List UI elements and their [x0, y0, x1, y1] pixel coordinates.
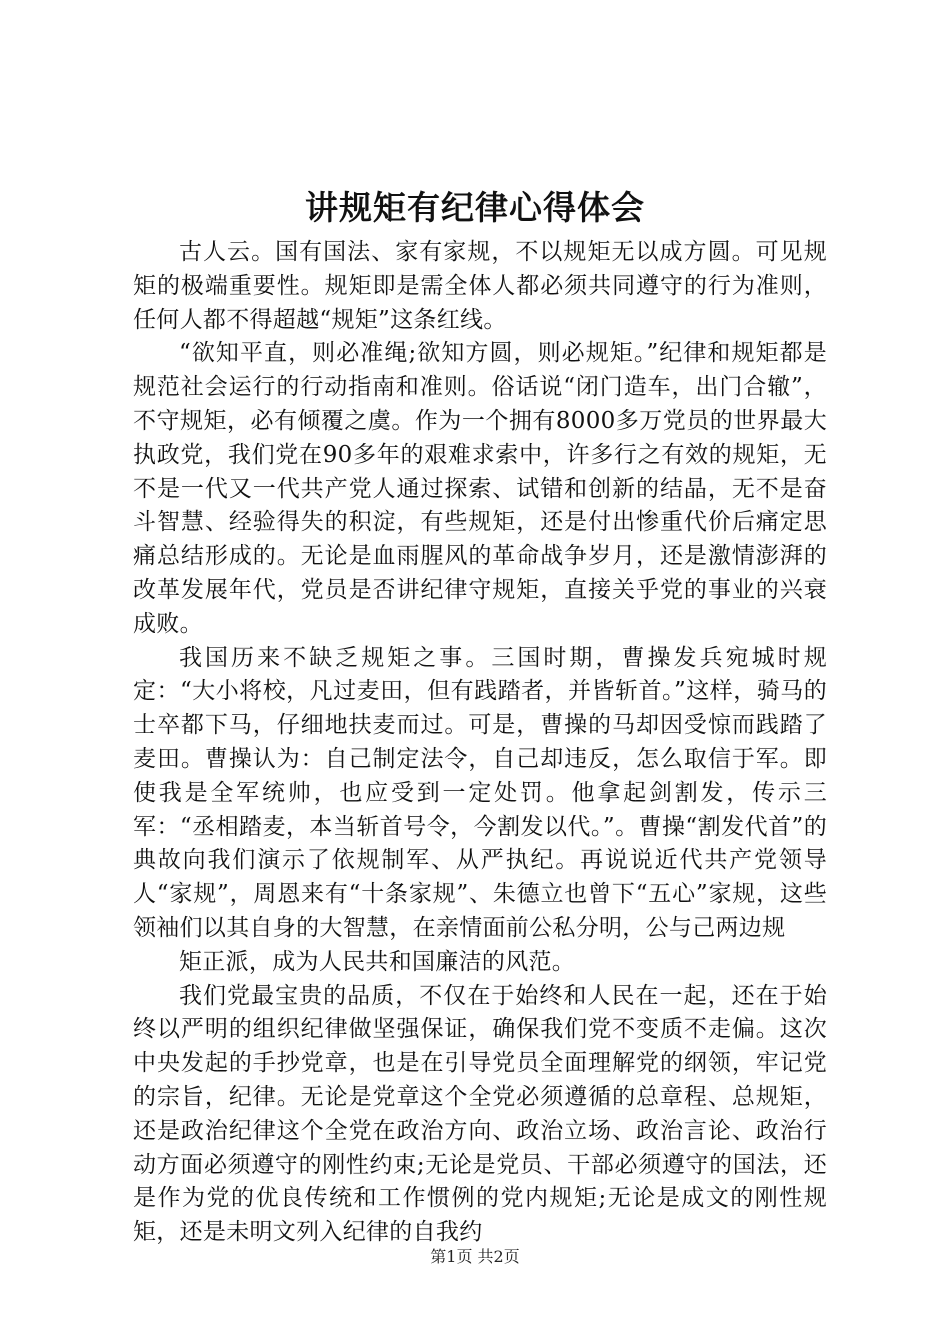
- paragraph-5: 我们党最宝贵的品质，不仅在于始终和人民在一起，还在于始终以严明的组织纪律做坚强保证，确保我们党不变质不走偏。这次中央发起的手抄党章，也是在引导党员全面理解党的纲领，牢记党的宗旨，纪律。无论是党章这个全党必须遵循的总章程、总规矩，还是政治纪律这个全党在政治方向、政治立场、政治言论、政治行动方面必须遵守的刚性约束;无论是党员、干部必须遵守的国法，还是作为党的优良传统和工作惯例的党内规矩;无论是成文的刚性规矩，还是未明文列入纪律的自我约: [133, 982, 827, 1246]
- page-number-footer: 第1页 共2页: [430, 1247, 520, 1266]
- paragraph-4: 矩正派，成为人民共和国廉洁的风范。: [179, 948, 576, 975]
- paragraph-3: 我国历来不缺乏规矩之事。三国时期，曹操发兵宛城时规定：“大小将校，凡过麦田，但有践踏者，并皆斩首。”这样，骑马的士卒都下马，仔细地扶麦而过。可是，曹操的马却因受惊而践踏了麦田。曹操认为：自己制定法令，自己却违反，怎么取信于军。即使我是全军统帅，也应受到一定处罚。他拿起剑割发，传示三军：“丞相踏麦，本当斩首号令，今割发以代。”。曹操“割发代首”的典故向我们演示了依规制军、从严执纪。再说说近代共产党领导人“家规”，周恩来有“十条家规”、朱德立也曾下“五心”家规，这些领袖们以其自身的大智慧，在亲情面前公私分明，公与己两边规: [133, 644, 827, 941]
- document-title: 讲规矩有纪律心得体会: [305, 188, 645, 227]
- paragraph-1: 古人云。国有国法、家有家规，不以规矩无以成方圆。可见规矩的极端重要性。规矩即是需全体人都必须共同遵守的行为准则，任何人都不得超越“规矩”这条红线。: [133, 239, 827, 333]
- paragraph-2: “欲知平直，则必准绳;欲知方圆，则必规矩。”纪律和规矩都是规范社会运行的行动指南和准则。俗话说“闭门造车，出门合辙”，不守规矩，必有倾覆之虞。作为一个拥有8000多万党员的世界最大执政党，我们党在90多年的艰难求索中，许多行之有效的规矩，无不是一代又一代共产党人通过探索、试错和创新的结晶，无不是奋斗智慧、经验得失的积淀，有些规矩，还是付出惨重代价后痛定思痛总结形成的。无论是血雨腥风的革命战争岁月，还是激情澎湃的改革发展年代，党员是否讲纪律守规矩，直接关乎党的事业的兴衰成败。: [133, 340, 827, 637]
- document-body: [133, 236, 827, 1250]
